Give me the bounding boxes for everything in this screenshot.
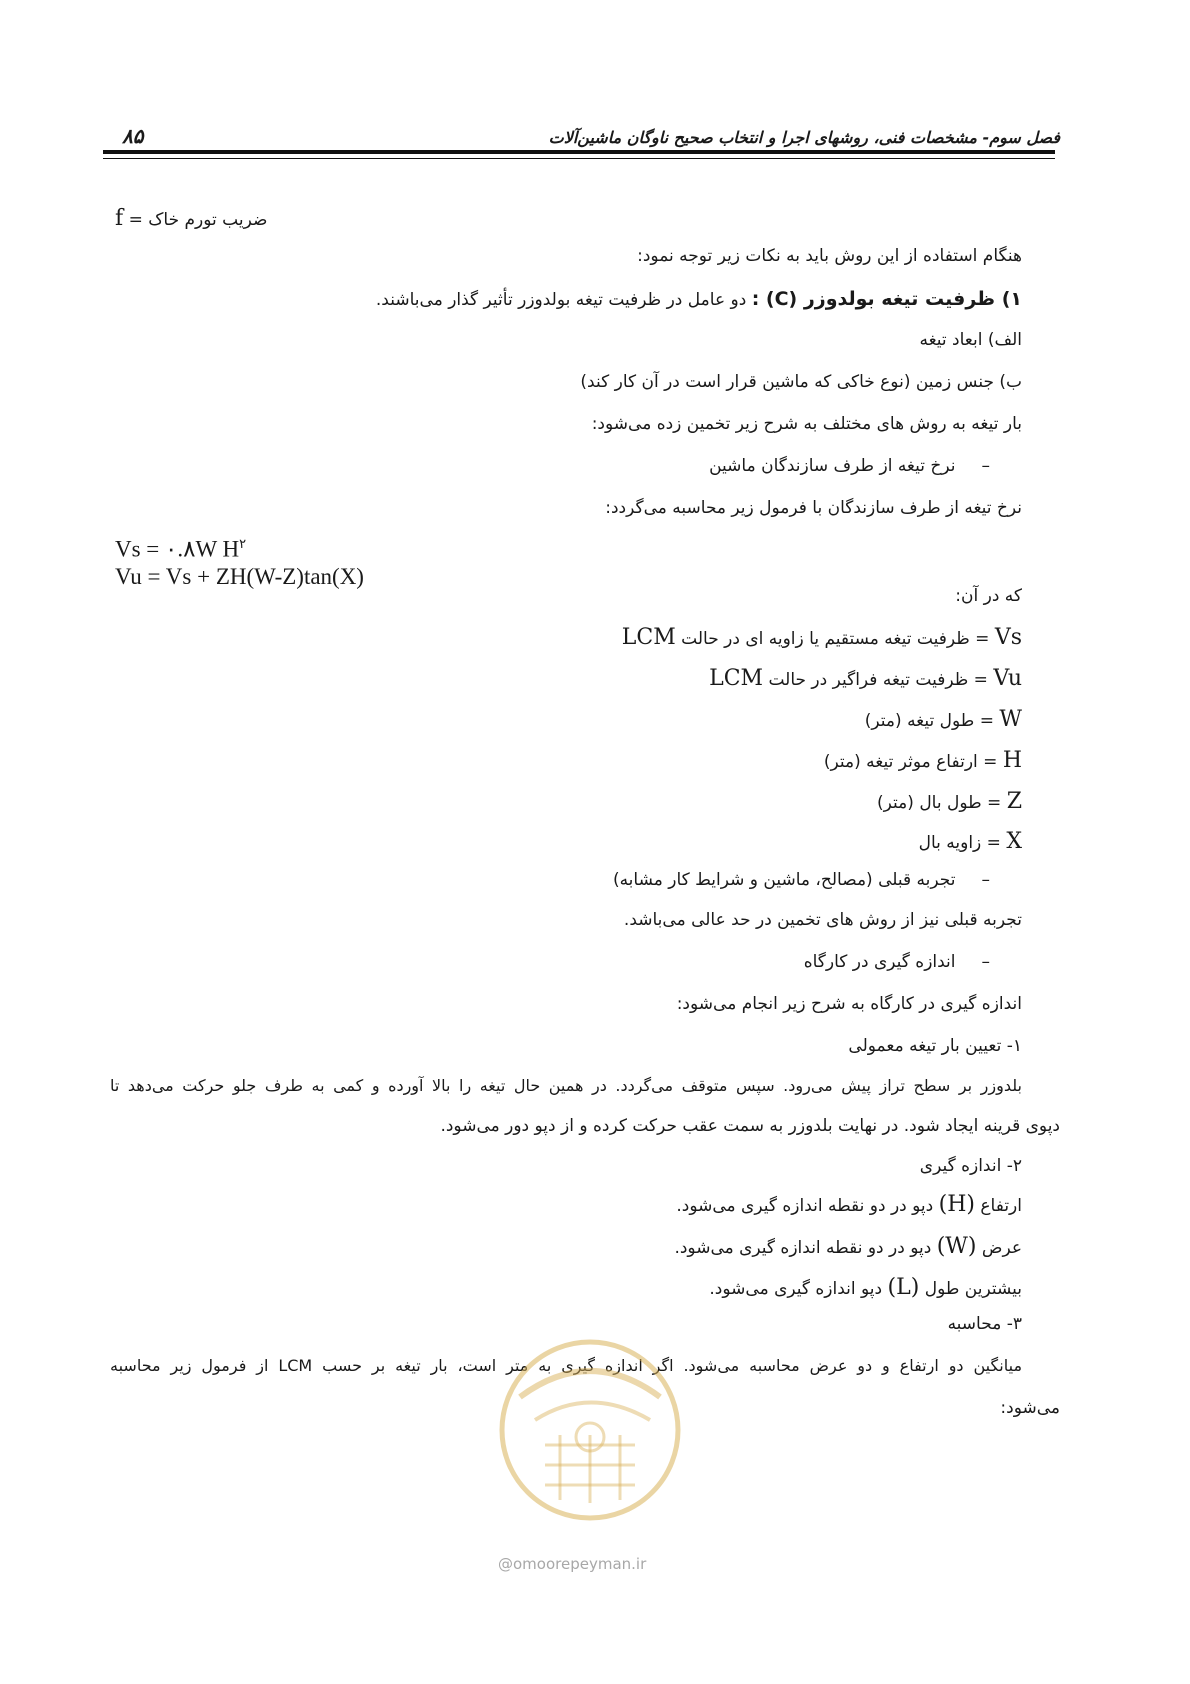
definition-x-text: = زاویه بال (918, 833, 1001, 853)
item-a: الف) ابعاد تیغه (919, 330, 1022, 350)
measure-width (674, 1234, 1022, 1259)
formula-vs (115, 536, 246, 563)
load-methods-text: بار تیغه به روش های مختلف به شرح زیر تخمین زده می‌شود: (591, 414, 1022, 434)
definition-z-text: = طول بال (متر) (877, 793, 1002, 813)
section-1-text: دو عامل در ظرفیت تیغه بولدوزر تأثیر گذار می‌باشند. (375, 290, 747, 310)
definition-x (919, 829, 1022, 854)
intro-text: هنگام استفاده از این روش باید به نکات زیر توجه نمود: (637, 246, 1022, 266)
header-rule-thin (103, 158, 1055, 159)
site-intro: اندازه گیری در کارگاه به شرح زیر انجام می‌شود: (676, 994, 1022, 1014)
item-b: ب) جنس زمین (نوع خاکی که ماشین قرار است در آن کار کند) (580, 372, 1022, 392)
watermark-logo-graphic (490, 1325, 690, 1545)
step-3: ۳- محاسبه (947, 1314, 1022, 1334)
measure-height-symbol: (H) (938, 1192, 975, 1217)
formula-vu: Vu = Vs + ZH(W-Z)tan(X) (115, 564, 364, 589)
step-2: ۲- اندازه گیری (919, 1156, 1022, 1176)
definition-vs (622, 625, 1022, 650)
measure-width-text: دپو در دو نقطه اندازه گیری می‌شود. (674, 1238, 932, 1258)
definition-x-symbol: X (1006, 829, 1022, 854)
definition-z (877, 789, 1022, 814)
definition-h-symbol: H (1002, 748, 1022, 773)
measure-height-label: ارتفاع (980, 1196, 1022, 1216)
step-3-paragraph-line-1: میانگین دو ارتفاع و دو عرض محاسبه می‌شود. اگر اندازه گیری به متر است، بار تیغه بر حسب LCM از فرمول زیر محاسبه (110, 1356, 1023, 1375)
definition-z-symbol: Z (1006, 789, 1022, 814)
step-1-paragraph-line-2: دپوی قرینه ایجاد شود. در نهایت بلدوزر به سمت عقب حرکت کرده و از دپو دور می‌شود. (440, 1116, 1060, 1136)
formula-vs-exponent: ۲ (239, 536, 247, 551)
step-3-paragraph-line-2: می‌شود: (1000, 1398, 1060, 1418)
section-1-heading: ۱) ظرفیت تیغه بولدوزر (C) : (751, 288, 1022, 310)
definition-h (824, 748, 1022, 773)
measure-length-text: دپو اندازه گیری می‌شود. (709, 1279, 883, 1299)
f-definition (115, 206, 267, 231)
bullet-dash: – (981, 870, 990, 890)
watermark-logo (490, 1325, 690, 1545)
measure-width-label: عرض (981, 1238, 1022, 1258)
f-definition-label: ضریب تورم خاک = (128, 210, 268, 230)
manufacturer-formula-intro: نرخ تیغه از طرف سازندگان با فرمول زیر محاسبه می‌گردد: (605, 498, 1022, 518)
chapter-title: فصل سوم- مشخصات فنی، روشهای اجرا و انتخاب صحیح ناوگان ماشین‌آلات (548, 128, 1060, 147)
formula-vs-text: Vs = ۰.۸W H (115, 536, 240, 562)
section-1-line (376, 288, 1022, 310)
page-number: ۸۵ (122, 124, 144, 148)
bullet-manufacturer (709, 456, 990, 476)
definition-w-symbol: W (999, 707, 1022, 732)
measure-length (709, 1275, 1022, 1300)
bullet-experience-label: تجربه قبلی (مصالح، ماشین و شرایط کار مشابه) (612, 870, 956, 890)
measure-length-symbol: (L) (887, 1275, 920, 1300)
definition-vs-lcm: LCM (621, 625, 676, 650)
watermark-url: @omoorepeyman.ir (498, 1555, 647, 1573)
measure-height-text: دپو در دو نقطه اندازه گیری می‌شود. (676, 1196, 934, 1216)
definition-vu-text: = ظرفیت تیغه فراگیر در حالت (768, 670, 988, 690)
definition-vu-lcm: LCM (709, 666, 764, 691)
f-definition-symbol: f (115, 206, 124, 231)
bullet-site (804, 952, 990, 972)
bullet-dash: – (981, 456, 990, 476)
step-1: ۱- تعیین بار تیغه معمولی (848, 1036, 1022, 1056)
where-text: که در آن: (955, 586, 1022, 606)
measure-length-label: بیشترین طول (924, 1279, 1022, 1299)
definition-w (865, 707, 1022, 732)
bullet-manufacturer-label: نرخ تیغه از طرف سازندگان ماشین (709, 456, 956, 476)
bullet-experience (613, 870, 990, 890)
measure-width-symbol: (W) (936, 1234, 977, 1259)
definition-vs-symbol: Vs (994, 625, 1022, 650)
experience-text: تجربه قبلی نیز از روش های تخمین در حد عالی می‌باشد. (623, 910, 1022, 930)
step-1-paragraph-line-1: بلدوزر بر سطح تراز پیش می‌رود. سپس متوقف می‌گردد. در همین حال تیغه را بالا آورده و کمی به طرف جلو حرکت می‌دهد تا (110, 1076, 1022, 1095)
bullet-dash: – (981, 952, 990, 972)
definition-w-text: = طول تیغه (متر) (864, 711, 994, 731)
definition-vs-text: = ظرفیت تیغه مستقیم یا زاویه ای در حالت (681, 629, 990, 649)
definition-vu-symbol: Vu (993, 666, 1022, 691)
header-rule-thick (103, 150, 1055, 154)
measure-height (676, 1192, 1022, 1217)
bullet-site-label: اندازه گیری در کارگاه (803, 952, 956, 972)
definition-h-text: = ارتفاع موثر تیغه (متر) (823, 752, 998, 772)
definition-vu (709, 666, 1022, 691)
